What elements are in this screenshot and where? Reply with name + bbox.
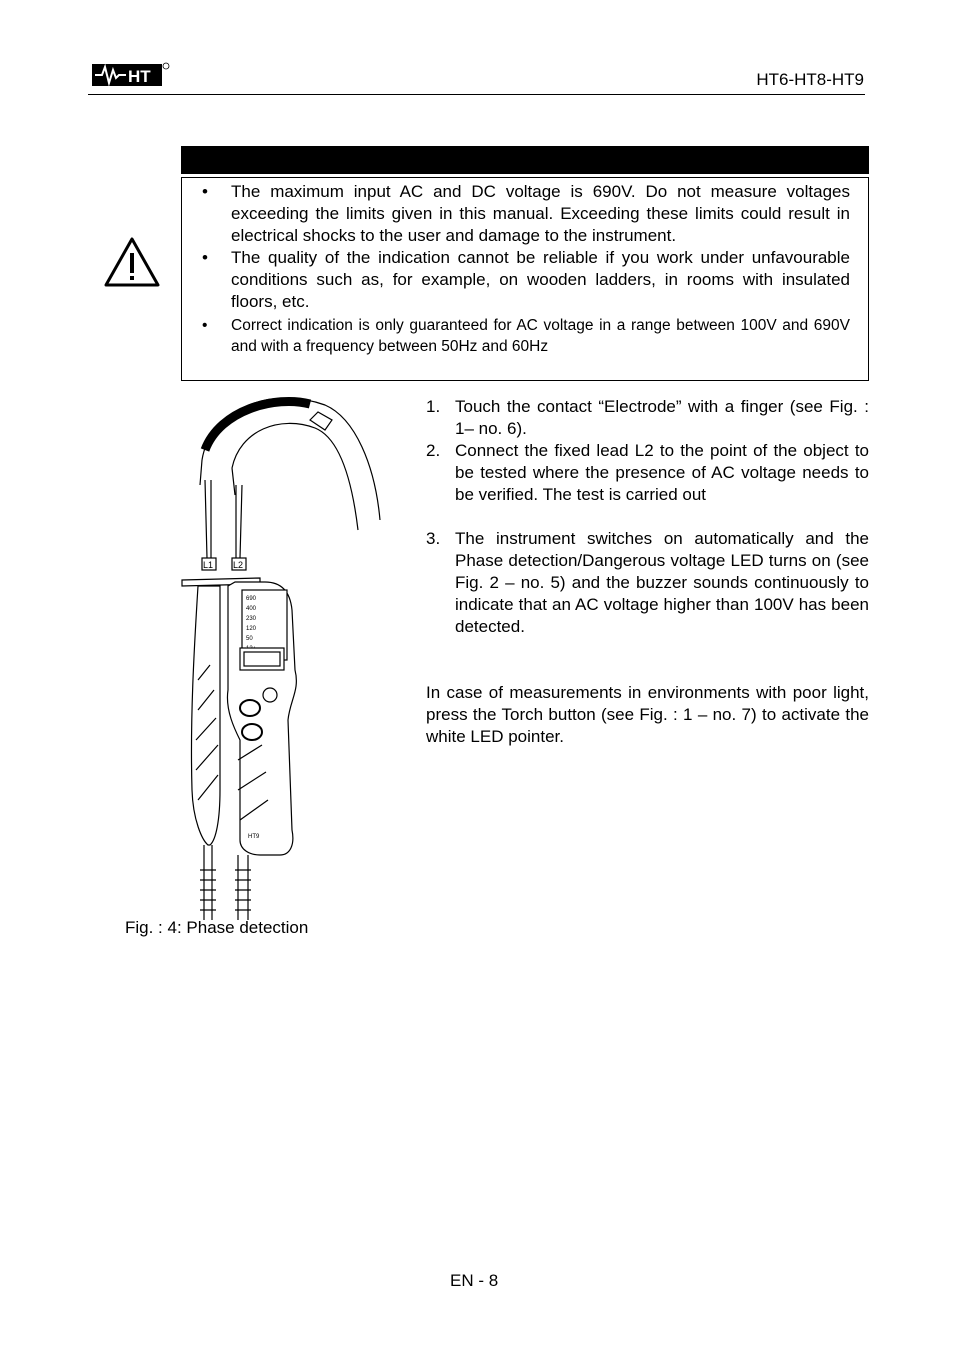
step-item	[426, 440, 869, 506]
figure-caption: Fig. : 4: Phase detection	[125, 918, 309, 937]
step-text: The instrument switches on automatically and the Phase detection/Dangerous voltage LED turns on (see Fig. 2 – no. 5) and the buzzer sounds continuously to indicate that an AC voltage higher than 100V has been detected.	[455, 529, 869, 636]
bullet-dot: •	[202, 317, 208, 334]
scale-label: 50	[246, 636, 253, 642]
step-number: 3.	[426, 529, 441, 548]
torch-note: In case of measurements in environments with poor light, press the Torch button (see Fig. : 1 – no. 7) to activate the white LED pointer.	[426, 683, 869, 746]
page-number: EN - 8	[450, 1271, 499, 1290]
procedure-steps	[426, 396, 869, 638]
warning-box	[181, 177, 869, 381]
step-text: Connect the fixed lead L2 to the point of the object to be tested where the presence of AC voltage needs to be verified. The test is carried out	[455, 441, 869, 504]
header-rule	[88, 94, 865, 95]
step-item	[426, 396, 869, 440]
bullet-dot: •	[202, 248, 208, 267]
document-code: HT6-HT8-HT9	[756, 70, 864, 89]
scale-label: 230	[246, 616, 257, 622]
warning-bullet	[200, 247, 850, 313]
warning-text: Correct indication is only guaranteed for AC voltage in a range between 100V and 690V and with a frequency between 50Hz and 60Hz	[231, 317, 850, 355]
step-number: 1.	[426, 397, 441, 416]
probe-label-l2: L2	[233, 560, 244, 570]
probe-label-l1: L1	[203, 560, 214, 570]
warning-text: The maximum input AC and DC voltage is 690V. Do not measure voltages exceeding the limits given in this manual. Exceeding these limits could result in electrical shocks to the user and damage to the instrument.	[231, 182, 850, 245]
scale-label: 120	[246, 626, 257, 632]
ht-logo	[92, 62, 170, 88]
warning-title-bar	[181, 146, 869, 174]
phase-detection-figure	[180, 390, 390, 920]
step-text: Touch the contact “Electrode” with a finger (see Fig. : 1– no. 6).	[455, 397, 869, 438]
logo-text: HT	[128, 67, 151, 86]
warning-bullet	[200, 181, 850, 247]
step-number: 2.	[426, 441, 441, 460]
bullet-dot: •	[202, 182, 208, 201]
brand-mark: HT9	[248, 834, 260, 840]
scale-label: 690	[246, 596, 257, 602]
warning-bullet	[200, 315, 850, 357]
scale-label: 400	[246, 606, 257, 612]
step-item	[426, 528, 869, 638]
warning-triangle-icon	[103, 236, 161, 288]
warning-text: The quality of the indication cannot be reliable if you work under unfavourable conditions such as, for example, on wooden ladders, in rooms with insulated floors, etc.	[231, 248, 850, 311]
warning-list	[200, 181, 850, 357]
